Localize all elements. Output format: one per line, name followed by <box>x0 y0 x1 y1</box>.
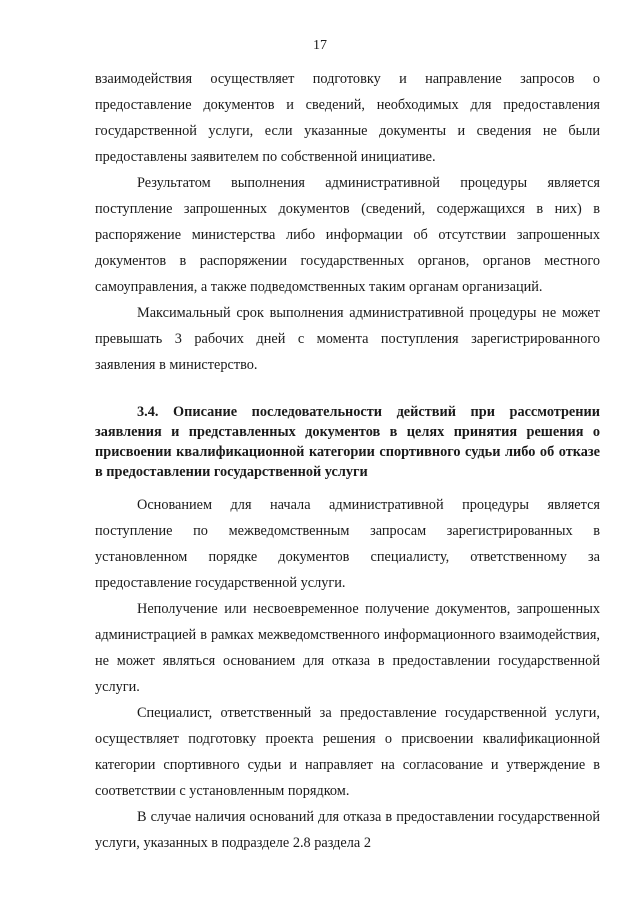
paragraph-result: Результатом выполнения административной процедуры является поступление запрошенных документов (сведений, содержащихся в них) в распоряжение министерства либо информации об отсутствии запрошенных документов в распоряжении государственных органов, органов местного самоуправления, а также подведомственных таким органам организаций. <box>95 175 600 295</box>
paragraph-max-term: Максимальный срок выполнения административной процедуры не может превышать 3 рабочих дней с момента поступления зарегистрированного заявления в министерство. <box>95 305 600 373</box>
page-number: 17 <box>313 38 327 53</box>
section-heading-3-4: 3.4. Описание последовательности действий при рассмотрении заявления и представленных документов в целях принятия решения о присвоении квалификационной категории спортивного судьи либо об отказе в предоставлении государственной услуги <box>95 404 600 480</box>
paragraph-non-receipt: Неполучение или несвоевременное получение документов, запрошенных администрацией в рамках межведомственного информационного взаимодействия, не может являться основанием для отказа в предоставлении государственной услуги. <box>95 601 600 695</box>
paragraph-refusal-grounds: В случае наличия оснований для отказа в предоставлении государственной услуги, указанных в подразделе 2.8 раздела 2 <box>95 809 600 851</box>
paragraph-continuation: взаимодействия осуществляет подготовку и направление запросов о предоставление документов и сведений, необходимых для предоставления государственной услуги, если указанные документы и сведения не были предоставлены заявителем по собственной инициативе. <box>95 71 600 165</box>
paragraph-specialist: Специалист, ответственный за предоставление государственной услуги, осуществляет подготовку проекта решения о присвоении квалификационной категории спортивного судьи и направляет на согласование и утверждение в соответствии с установленным порядком. <box>95 705 600 799</box>
paragraph-basis: Основанием для начала административной процедуры является поступление по межведомственным запросам зарегистрированных в установленном порядке документов специалисту, ответственному за предоставление государственной услуги. <box>95 497 600 591</box>
document-body <box>95 66 600 856</box>
